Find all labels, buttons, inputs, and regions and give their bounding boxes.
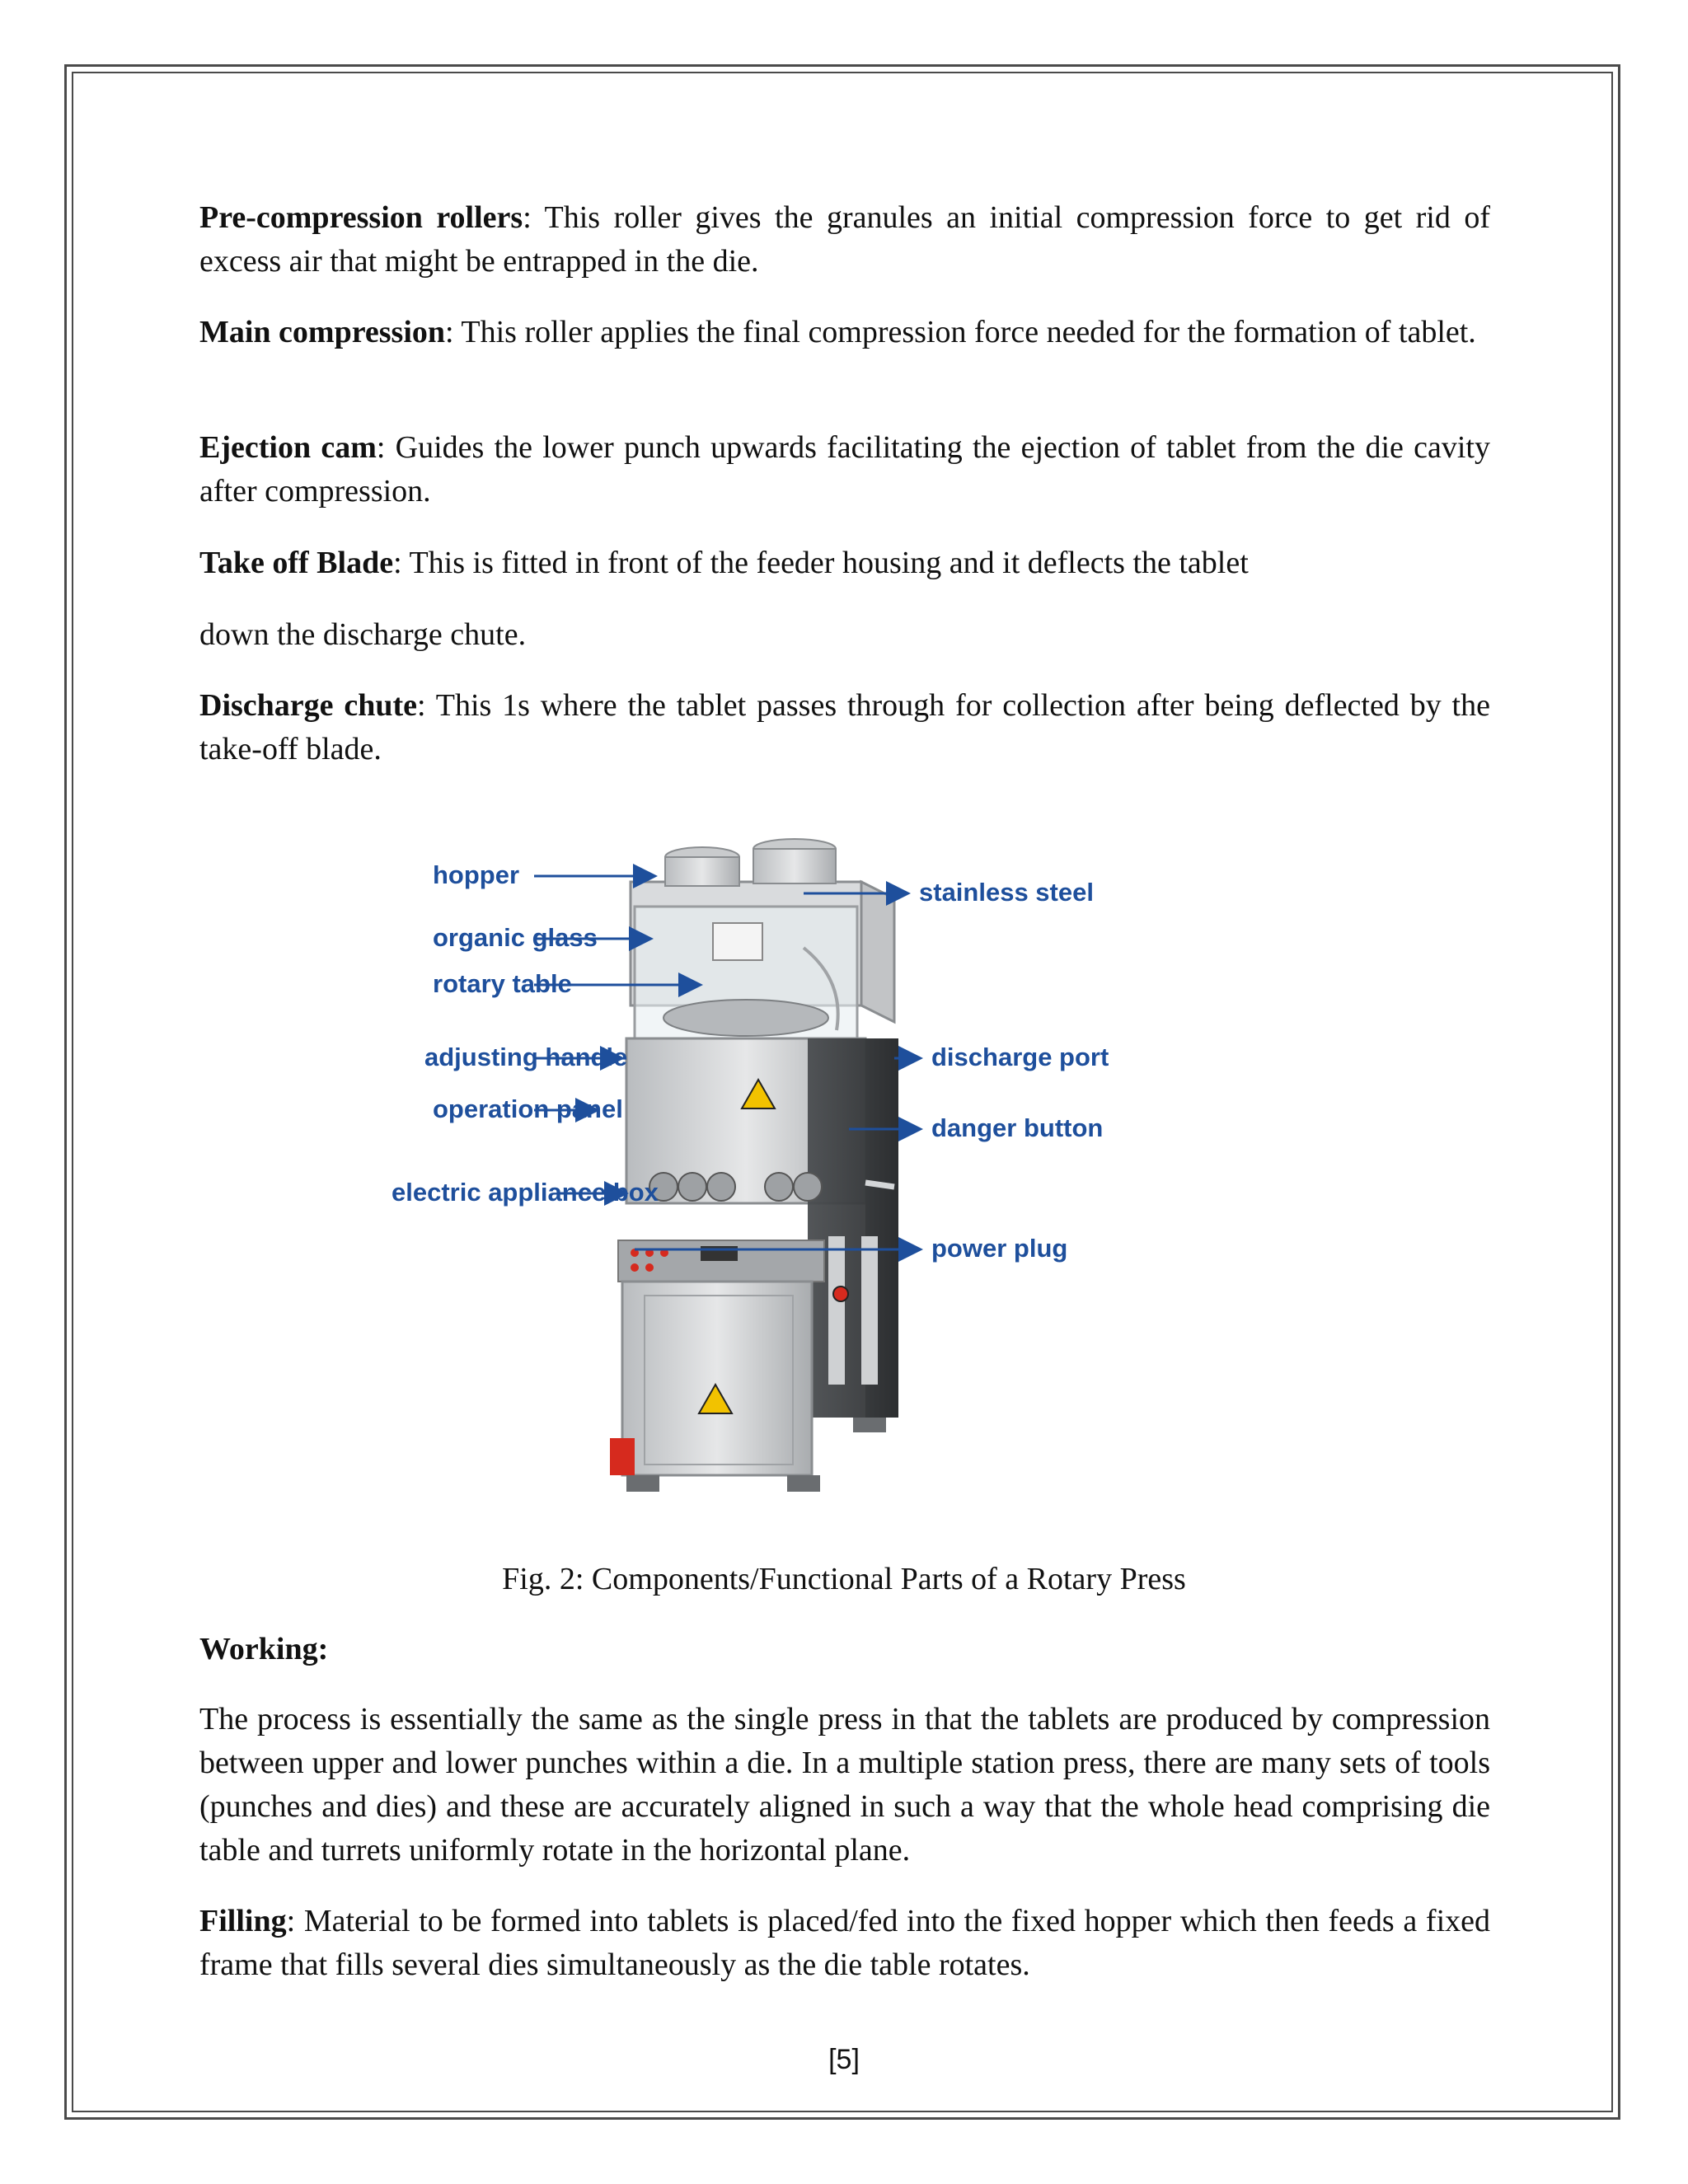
definition: : Guides the lower punch upwards facilitating the ejection of tablet from the die cavity after compression. [199, 430, 1490, 509]
definition: : Material to be formed into tablets is placed/fed into the fixed hopper which then feeds a fixed frame that fills several dies simultaneously as the die table rotates. [199, 1904, 1490, 1982]
paragraph-continuation [199, 613, 1490, 657]
term: Pre-compression rollers [199, 200, 523, 235]
term: Take off Blade [199, 546, 394, 580]
label-operation-panel: operation panel [433, 1094, 623, 1123]
term: Main compression [199, 315, 446, 349]
page-number: [5] [828, 2044, 860, 2075]
term: Ejection cam [199, 430, 377, 465]
paragraph-ejection-cam [199, 426, 1490, 513]
working-paragraph: The process is essentially the same as the single press in that the tablets are produced by compression between upper and lower punches within a die. In a multiple station press, there are many sets of tools (punches and dies) and these are accurately aligned in such a way that the whole head comprising die table and turrets uniformly rotate in the horizontal plane. [199, 1702, 1490, 1868]
definition: : This is fitted in front of the feeder housing and it deflects the tablet [393, 546, 1249, 580]
term: Discharge chute [199, 688, 418, 723]
power-plug [610, 1438, 635, 1475]
label-power-plug: power plug [931, 1234, 1068, 1263]
label-organic-glass: organic glass [433, 923, 598, 952]
rotary-press-machine [610, 839, 898, 1492]
term: Filling [199, 1904, 287, 1938]
definition: down the discharge chute. [199, 617, 527, 652]
label-adjusting-handle: adjusting handle [424, 1043, 628, 1071]
rotary-press-figure [346, 824, 1352, 1549]
paragraph-pre-compression [199, 196, 1490, 284]
definition: : This 1s where the tablet passes through for collection after being deflected by the take-off blade. [199, 688, 1490, 766]
figure-caption: Fig. 2: Components/Functional Parts of a Rotary Press [502, 1562, 1186, 1596]
definition: : This roller applies the final compression force needed for the formation of tablet. [445, 315, 1476, 349]
paragraph-discharge-chute [199, 684, 1490, 771]
paragraph-filling [199, 1900, 1490, 1987]
label-rotary-table: rotary table [433, 969, 572, 998]
working-heading: Working: [199, 1632, 329, 1666]
rotary-table [663, 1000, 828, 1036]
danger-button [833, 1286, 848, 1301]
definition: : This roller gives the granules an initial compression force to get rid of excess air that might be entrapped in the die. [199, 200, 1491, 279]
paragraph-take-off-blade [199, 541, 1490, 585]
label-discharge-port: discharge port [931, 1043, 1109, 1071]
label-stainless-steel: stainless steel [919, 878, 1094, 907]
label-danger-button: danger button [931, 1113, 1104, 1142]
label-electric-appliance-box: electric appliance box [392, 1178, 659, 1207]
electric-appliance-box [622, 1282, 812, 1475]
label-hopper: hopper [433, 860, 520, 889]
paragraph-main-compression [199, 311, 1490, 354]
